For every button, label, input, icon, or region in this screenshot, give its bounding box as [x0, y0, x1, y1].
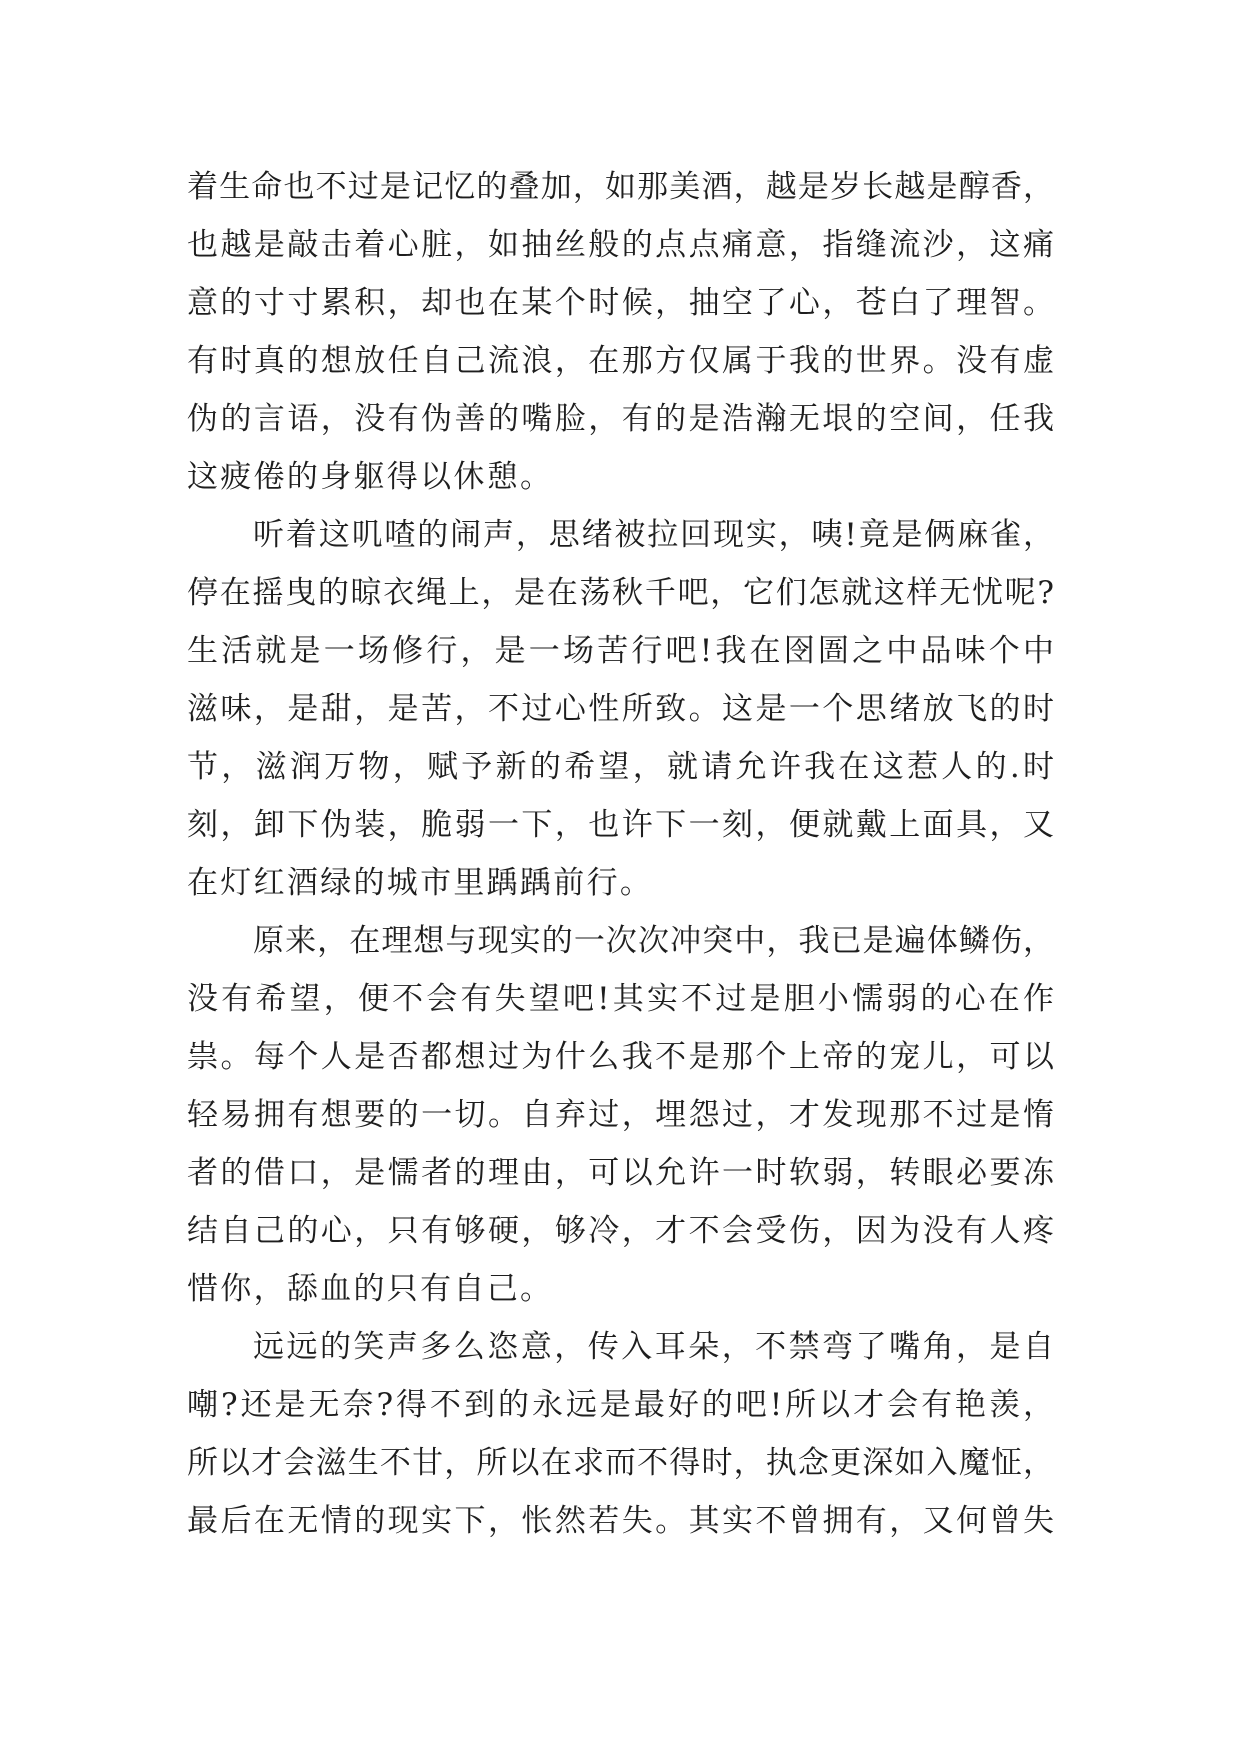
text-line: 嘲?还是无奈?得不到的永远是最好的吧!所以才会有艳羡，: [187, 1387, 1054, 1423]
text-line: 所以才会滋生不甘，所以在求而不得时，执念更深如入魔怔，: [187, 1445, 1054, 1481]
text-line: 没有希望，便不会有失望吧!其实不过是胆小懦弱的心在作: [187, 981, 1054, 1017]
paragraph: [187, 506, 1054, 912]
text-line: 最后在无情的现实下，怅然若失。其实不曾拥有，又何曾失: [187, 1503, 1054, 1539]
text-line: 停在摇曳的晾衣绳上，是在荡秋千吧，它们怎就这样无忧呢?: [187, 575, 1054, 611]
text-line: 听着这叽喳的闹声，思绪被拉回现实，咦!竟是俩麻雀，: [253, 517, 1054, 553]
text-line: 滋味，是甜，是苦，不过心性所致。这是一个思绪放飞的时: [187, 691, 1054, 727]
text-line: 在灯红酒绿的城市里踽踽前行。: [187, 865, 654, 901]
text-line: 生活就是一场修行，是一场苦行吧!我在囹圄之中品味个中: [187, 633, 1054, 669]
paragraph: [187, 158, 1054, 506]
body-text: [187, 158, 1054, 1550]
text-line: 远远的笑声多么恣意，传入耳朵，不禁弯了嘴角，是自: [253, 1329, 1054, 1365]
text-line: 者的借口，是懦者的理由，可以允许一时软弱，转眼必要冻: [187, 1155, 1054, 1191]
text-line: 意的寸寸累积，却也在某个时候，抽空了心，苍白了理智。: [187, 285, 1054, 321]
text-line: 也越是敲击着心脏，如抽丝般的点点痛意，指缝流沙，这痛: [187, 227, 1054, 263]
text-line: 节，滋润万物，赋予新的希望，就请允许我在这惹人的.时: [187, 749, 1054, 785]
text-line: 原来，在理想与现实的一次次冲突中，我已是遍体鳞伤，: [253, 923, 1054, 959]
text-line: 刻，卸下伪装，脆弱一下，也许下一刻，便就戴上面具，又: [187, 807, 1054, 843]
text-line: 祟。每个人是否都想过为什么我不是那个上帝的宠儿，可以: [187, 1039, 1054, 1075]
text-line: 伪的言语，没有伪善的嘴脸，有的是浩瀚无垠的空间，任我: [187, 401, 1054, 437]
text-line: 这疲倦的身躯得以休憩。: [187, 459, 554, 495]
text-line: 有时真的想放任自己流浪，在那方仅属于我的世界。没有虚: [187, 343, 1054, 379]
paragraph: [187, 912, 1054, 1318]
text-line: 结自己的心，只有够硬，够冷，才不会受伤，因为没有人疼: [187, 1213, 1054, 1249]
text-line: 轻易拥有想要的一切。自弃过，埋怨过，才发现那不过是惰: [187, 1097, 1054, 1133]
text-line: 惜你，舔血的只有自己。: [187, 1271, 554, 1307]
paragraph: [187, 1318, 1054, 1550]
text-line: 着生命也不过是记忆的叠加，如那美酒，越是岁长越是醇香，: [187, 169, 1054, 205]
